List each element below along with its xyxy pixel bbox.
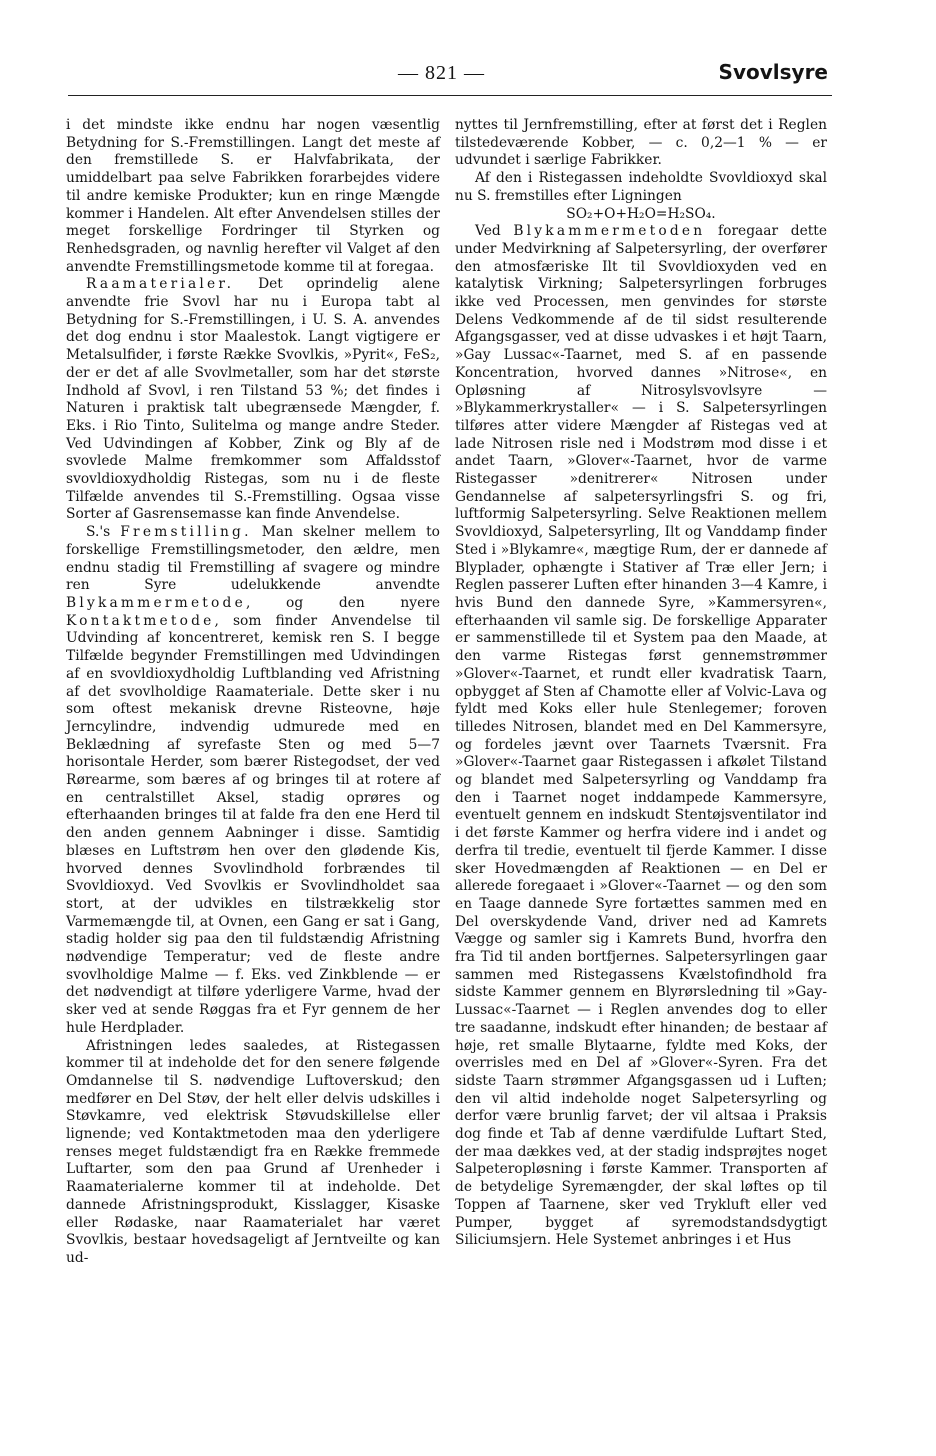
paragraph-text: , som finder Anvendelse til Udvinding af koncentreret, kemisk ren S. I begge Tilfælde begynder Fremstillingen med Udvindingen af en svovldioxydholdig Luftblanding ved Afristning af det svovlholdige Raamateriale. Dette sker i nu som oftest mekanisk drevne Risteovne, høje Jerncylindre, indvendig udmurede med en Beklædning af syrefaste Sten og med 5—7 horisontale Herder, som bærer Ristegodset, der ved Rørearme, som bæres af og bringes til at rotere af en centralstillet Aksel, stadig oprøres og efterhaanden bringes til at falde fra den ene Herd til den anden gennem Aabninger i disse. Samtidig blæses en Luftstrøm hen over den glødende Kis, hvorved dennes Svovlindhold forbrændes til Svovldioxyd. Ved Svovlkis er Svovlindholdet saa stort, at der udvikles en tilstrækkelig stor Varmemængde til, at Ovnen, een Gang er sat i Gang, stadig holder sig paa den til fuldstændig Afristning nødvendige Temperatur; ved de fleste andre svovlholdige Malme — f. Eks. ved Zinkblende — er det nødvendigt at tilføre yderligere Varme, hvad der sker ved at sende Røggas fra et Fyr gennem de her hule Herdplader. [66, 612, 440, 1036]
page-number: — 821 — [398, 62, 485, 84]
section-head-blykammermetoden: Blykammermetoden [513, 223, 706, 240]
term-blykammermetode: Blykammermetode [66, 594, 246, 611]
section-head-raamaterialer: Raamaterialer. [86, 276, 235, 293]
chemical-equation: SO₂+O+H₂O=H₂SO₄. [566, 205, 716, 222]
paragraph-text: , og den nyere [245, 594, 440, 611]
left-column [66, 117, 440, 1268]
paragraph-ligning: Af den i Ristegassen indeholdte Svovldioxyd skal nu S. fremstilles efter Ligningen [455, 170, 827, 204]
paragraph-text: Det oprindelig alene anvendte frie Svovl har nu i Europa tabt al Betydning for S.-Fremstillingen, i U. S. A. anvendes det dog endnu i stor Maalestok. Langt vigtigere er Metalsulfider, i første Række Svovlkis, »Pyrit«, FeS₂, der er det af alle Svovlmetaller, som har det største Indhold af Svovl, i ren Tilstand 53 %; det findes i Naturen i praktisk talt ubegrænsede Mængder, f. Eks. i Rio Tinto, Sulitelma og mange andre Steder. Ved Udvindingen af Kobber, Zink og Bly af de svovlede Malme fremkommer som Affaldsstof svovldioxydholdig Ristegas, som nu i de fleste Tilfælde anvendes til S.-Fremstilling. Ogsaa visse Sorter af Gasrensemasse kan finde Anvendelse. [66, 276, 440, 523]
header-rule [68, 95, 832, 96]
paragraph-intro: i det mindste ikke endnu har nogen væsentlig Betydning for S.-Fremstillingen. Langt det meste af den fremstillede S. er Halvfabrikata, der umiddelbart paa selve Fabrikken forarbejdes videre til andre kemiske Produkter; kun en ringe Mængde kommer i Handelen. Alt efter Anvendelsen stilles der meget forskellige Fordringer til Styrken og Renhedsgraden, og navnlig herefter vil Valget af den anvendte Fremstillingsmetode komme til at foregaa. [66, 117, 440, 275]
paragraph-text: foregaar dette under Medvirkning af Salpetersyrling, der overfører den atmosfæriske Ilt til Svovldioxyden ved en katalytisk Virkning; Salpetersyrlingen forbruges ikke ved Processen, men genvindes for største Delens Vedkommende af de til sidst resulterende Afgangsgasser, ved at disse udvaskes i et højt Taarn, »Gay Lussac«-Taarnet, med S. af en passende Koncentration, hvorved dannes »Nitrose«, en Opløsning af Nitrosylsvovlsyre — »Blykammerkrystaller« — i S. Salpetersyrlingen tilføres atter videre Mængder af Ristegas ved at lade Nitrosen risle ned i Modstrøm mod disse i et andet Taarn, »Glover«-Taarnet, hvor de varme Ristegasser »denitrerer« Nitrosen under Gendannelse af salpetersyrlingsfri S. og fri, luftformig Salpetersyrling. Selve Reaktionen mellem Svovldioxyd, Salpetersyrling, Ilt og Vanddamp finder Sted i »Blykamre«, mægtige Rum, der er dannede af Blyplader, ophængte i Stativer af Træ eller Jern; i Reglen passerer Luften efter hinanden 3—4 Kamre, i hvis Bund den dannede Syre, »Kammersyren«, efterhaanden vil samle sig. De forskellige Apparater er sammenstillede til et System paa den Maade, at den varme Ristegas først gennemstrømmer »Glover«-Taarnet, et rundt eller kvadratisk Taarn, opbygget af Sten af Chamotte eller af Volvic-Lava og fyldt med Koks eller hule Stenlegemer; foroven tilledes Nitrosen, blandet med en Del Kammersyre, og fordeles jævnt over Taarnets Tværsnit. Fra »Glover«-Taarnet gaar Ristegassen i afkølet Tilstand og blandet med Salpetersyrling og Vanddamp fra den i Taarnet noget inddampede Kammersyre, eventuelt gennem en indskudt Stentøjsventilator ind i det første Kammer og herfra videre ind i andet og derfra til tredie, eventuelt til fjerde Kammer. I disse sker Hovedmængden af Reaktionen — en Del er allerede foregaaet i »Glover«-Taarnet — og den som en Taage dannede Syre fortættes sammen med en Del overskydende Vand, driver ned ad Kamrets Vægge og samler sig i Kamrets Bund, hvorfra den fra Tid til anden bortfjernes. Salpetersyrlingen gaar sammen med Ristegassens Kvælstofindhold fra sidste Kammer gennem en Blyrørsledning til »Gay-Lussac«-Taarnet — i Reglen anvendes dog to eller tre saadanne, indskudt efter hinanden; de bestaar af høje, ret smalle Blytaarne, fyldte med Koks, der overrisles med en Del af »Glover«-Syren. Fra det sidste Taarn strømmer Afgangsgassen ud i Luften; den vil altid indeholde noget Salpetersyrling og derfor være brunlig farvet; der vil altsaa i Praksis dog finde et Tab af denne værdifulde Luftart Sted, der maa dækkes ved, at der stadig indsprøjtes noget Salpeteropløsning i første Kammer. Transporten af de betydelige Syremængder, der skal løftes op til Toppen af Taarnene, sker ved Trykluft eller ved Pumper, bygget af syremodstandsdygtigt Siliciumsjern. Hele Systemet anbringes i et Hus [455, 223, 827, 1249]
section-head-fremstilling: Fremstilling. [120, 524, 252, 541]
paragraph-blykammermetoden [455, 223, 827, 1250]
paragraph-text: Man skelner mellem to forskellige Fremstillingsmetoder, den ældre, men endnu stadig til Fremstilling af svagere og mindre ren Syre udelukkende anvendte [66, 524, 440, 594]
paragraph-afristning: Afristningen ledes saaledes, at Ristegassen kommer til at indeholde det for den senere følgende Omdannelse til S. nødvendige Luftoverskud; den medfører en Del Støv, der helt eller delvis udskilles i Støvkamre, ved elektrisk Støvudskillelse eller lignende; ved Kontaktmetoden maa den yderligere renses meget fuldstændigt fra en Række fremmede Luftarter, som den paa Grund af Urenheder i Raamaterialerne kommer til at indeholde. Det dannede Afristningsprodukt, Kisslagger, Kisaske eller Rødaske, naar Raamaterialet har været Svovlkis, bestaar hovedsageligt af Jerntveilte og kan ud- [66, 1037, 440, 1266]
paragraph-text: S.'s [86, 524, 121, 541]
paragraph-raamaterialer [66, 276, 440, 524]
paragraph-continued: nyttes til Jernfremstilling, efter at først det i Reglen tilstedeværende Kobber, — c. 0,2—1 % — er udvundet i særlige Fabrikker. [455, 117, 827, 169]
running-head: Svovlsyre [718, 60, 828, 84]
term-kontaktmetode: Kontaktmetode [66, 612, 215, 629]
right-column [455, 117, 827, 1250]
paragraph-fremstilling [66, 524, 440, 1037]
page-header [68, 56, 828, 90]
paragraph-text: Ved [475, 223, 514, 240]
